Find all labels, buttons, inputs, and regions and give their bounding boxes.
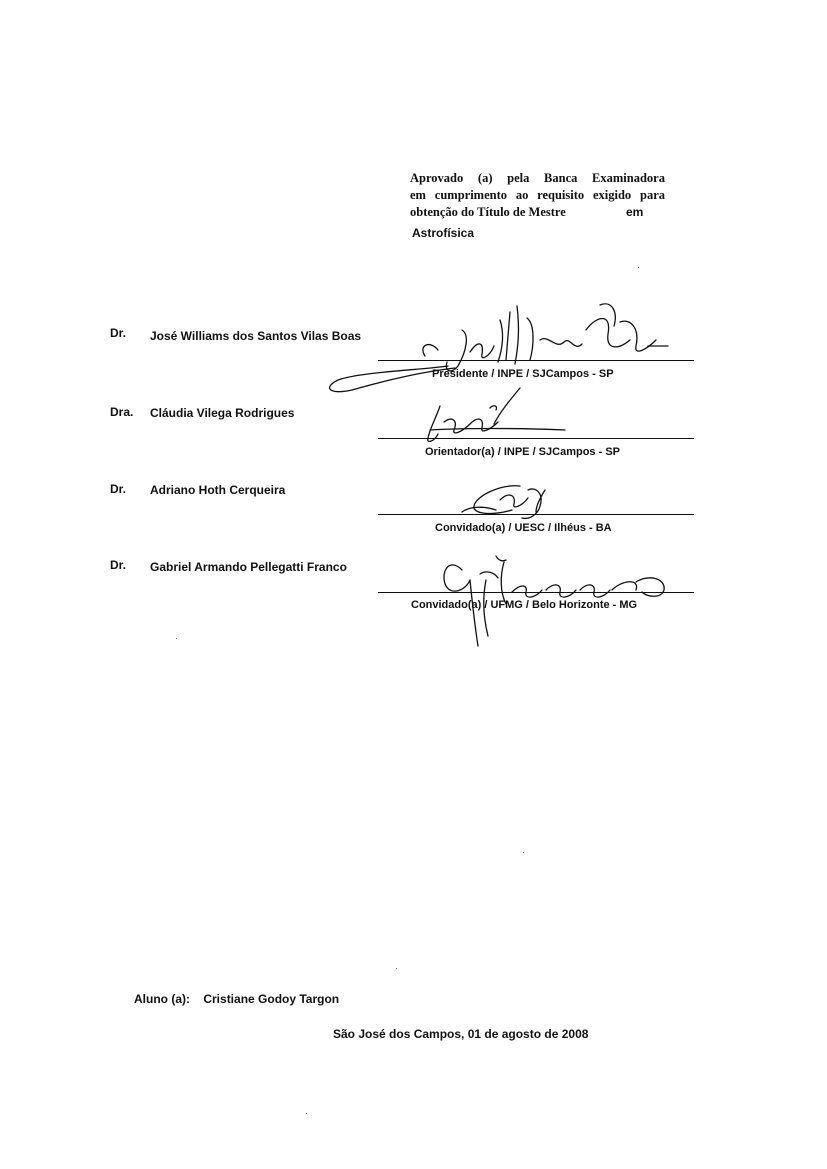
student-name: Cristiane Godoy Targon (203, 992, 340, 1006)
approval-line-2: em cumprimento ao requisito exigido para (410, 188, 665, 202)
member-title: Dr. (110, 326, 127, 340)
scan-speck (638, 267, 639, 268)
degree-field: Astrofísica (412, 226, 475, 240)
member-name: Adriano Hoth Cerqueira (150, 483, 286, 497)
member-role: Presidente / INPE / SJCampos - SP (432, 368, 614, 380)
approval-line-3-text: obtenção do Título de Mestre (410, 205, 566, 219)
place-and-date: São José dos Campos, 01 de agosto de 2008 (333, 1027, 589, 1041)
signature-line (378, 438, 694, 439)
scan-speck (306, 1113, 307, 1114)
member-name: José Williams dos Santos Vilas Boas (150, 329, 362, 343)
member-title: Dra. (110, 405, 134, 419)
approval-statement (410, 170, 665, 221)
signature-line (378, 360, 694, 361)
member-title: Dr. (110, 482, 127, 496)
member-name: Cláudia Vilega Rodrigues (150, 406, 295, 420)
approval-line-3-tail: em (626, 205, 644, 219)
student-line (134, 992, 339, 1006)
member-title: Dr. (110, 558, 127, 572)
approval-line-3 (410, 204, 665, 221)
student-label: Aluno (a): (134, 992, 190, 1006)
scan-speck (523, 852, 524, 853)
signature-advisor (428, 388, 565, 441)
approval-line-1: Aprovado (a) pela Banca Examinadora (410, 171, 665, 185)
signature-line (378, 592, 694, 593)
signature-line (378, 514, 694, 515)
member-role: Convidado(a) / UFMG / Belo Horizonte - MG (411, 599, 638, 611)
scan-speck (176, 638, 177, 639)
member-name: Gabriel Armando Pellegatti Franco (150, 560, 347, 574)
member-role: Orientador(a) / INPE / SJCampos - SP (425, 446, 620, 458)
scan-speck (396, 968, 397, 969)
member-role: Convidado(a) / UESC / Ilhéus - BA (435, 522, 612, 534)
